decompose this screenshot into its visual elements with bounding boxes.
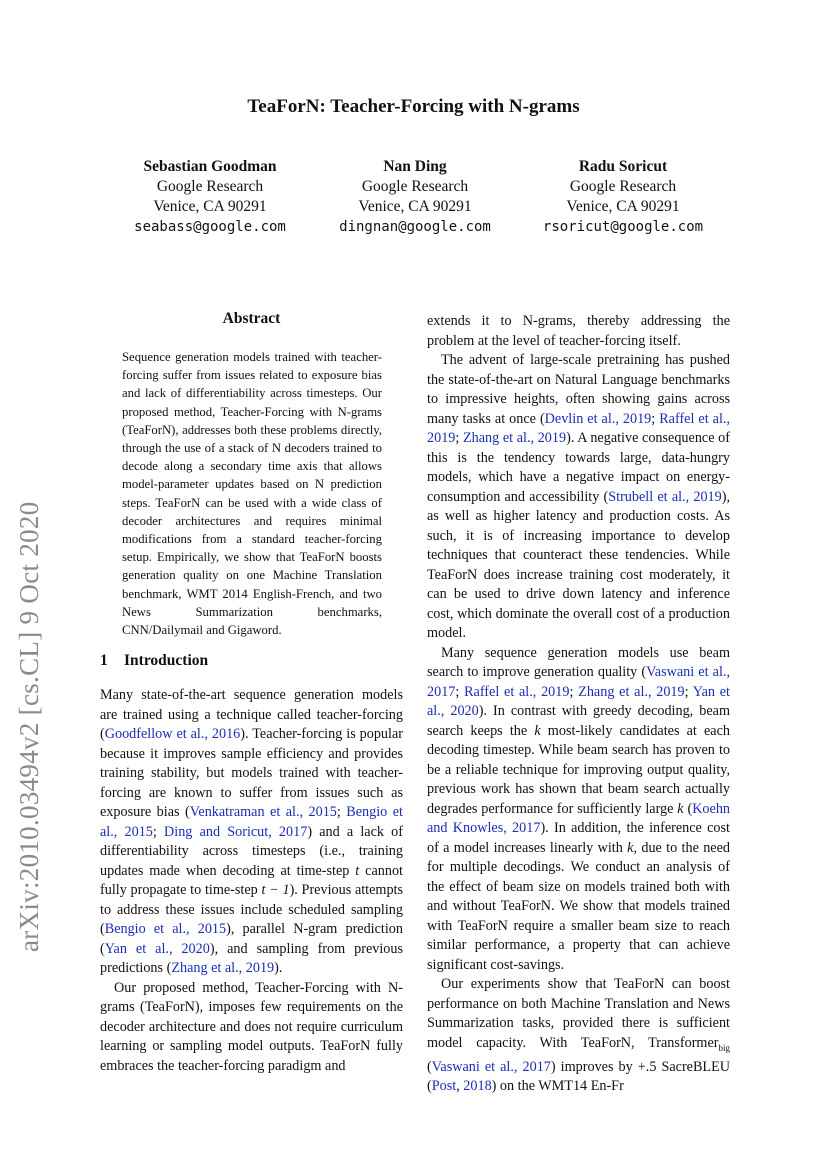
section-number: 1: [100, 652, 108, 669]
author-block-3: [530, 157, 716, 237]
citation-link[interactable]: Ding and Soricut, 2017: [164, 823, 308, 840]
author-email[interactable]: seabass@google.com: [134, 219, 286, 235]
math-expr: t − 1: [261, 882, 290, 898]
citation-link[interactable]: Yan et al., 2020: [427, 683, 730, 719]
author-affiliation: Google Research: [156, 178, 264, 195]
citation-link[interactable]: Venkatraman et al., 2015: [189, 804, 337, 820]
citation-link[interactable]: Bengio et al., 2015: [100, 804, 403, 840]
intro-paragraph-4: Many sequence generation models use beam search to improve generation quality (Vaswani et al., 2017; Raffel et al., 2019; Zhang et al., 2019; Yan et al., 2020). In contrast with greedy decoding, beam search keeps the k most-likely candidates at each decoding timestep. While beam search has proven to be a reliable technique for improving output quality, previous work has shown that beam search actually degrades performance for sufficiently large k (Koehn and Knowles, 2017). In addition, the inference cost of a model increases linearly with k, due to the need for multiple decodings. We conduct an analysis of the effect of beam size on models trained both with and without TeaForN. We show that models trained with TeaForN require a smaller beam size to reach similar performance, a property that can achieve significant cost-savings.: [427, 644, 731, 973]
arxiv-stamp: arXiv:2010.03494v2 [cs.CL] 9 Oct 2020: [14, 501, 44, 952]
math-var: t: [355, 862, 360, 879]
author-block-2: [325, 157, 505, 237]
left-column: [100, 686, 403, 1076]
section-title: Introduction: [124, 652, 209, 669]
section-heading: [100, 652, 208, 670]
citation-link[interactable]: Zhang et al., 2019: [578, 683, 685, 700]
author-email[interactable]: rsoricut@google.com: [542, 219, 704, 235]
subscript: big: [718, 1042, 730, 1053]
author-block-1: [125, 157, 295, 237]
author-location: Venice, CA 90291: [358, 198, 472, 215]
intro-paragraph-2: Our proposed method, Teacher-Forcing with N-grams (TeaForN), imposes few requirements on the decoder architecture and does not require curriculum learning or sampling model outputs. TeaForN fully embraces the teacher-forcing paradigm and: [100, 979, 403, 1074]
citation-link[interactable]: 2018: [463, 1078, 492, 1095]
paper-title: TeaForN: Teacher-Forcing with N-grams: [247, 96, 580, 117]
intro-paragraph-1: Many state-of-the-art sequence generation models are trained using a technique called teacher-forcing (Goodfellow et al., 2016). Teacher-forcing is popular because it improves sample efficiency and provides training stability, but models trained with teacher-forcing are known to suffer from issues such as exposure bias (Venkatraman et al., 2015; Bengio et al., 2015; Ding and Soricut, 2017) and a lack of differentiability across timesteps (i.e., training updates made when decoding at time-step t cannot fully propagate to time-step t − 1). Previous attempts to address these issues include scheduled sampling (Bengio et al., 2015), parallel N-gram prediction (Yan et al., 2020), and sampling from previous predictions (Zhang et al., 2019).: [100, 687, 404, 976]
author-name: Sebastian Goodman: [143, 158, 277, 175]
author-affiliation: Google Research: [569, 178, 677, 195]
right-column: [427, 312, 730, 1097]
author-email[interactable]: dingnan@google.com: [339, 219, 491, 235]
citation-link[interactable]: Vaswani et al., 2017: [431, 1058, 551, 1075]
intro-paragraph-2-cont: extends it to N-grams, thereby addressing the problem at the level of teacher-forcing itself.: [427, 313, 730, 349]
abstract-heading: Abstract: [222, 310, 281, 327]
citation-link[interactable]: Raffel et al., 2019: [427, 410, 730, 446]
citation-link[interactable]: Zhang et al., 2019: [462, 430, 567, 446]
author-name: Radu Soricut: [578, 158, 668, 175]
author-name: Nan Ding: [383, 158, 447, 175]
citation-link[interactable]: Zhang et al., 2019: [171, 960, 275, 976]
citation-link[interactable]: Devlin et al., 2019: [544, 410, 652, 427]
intro-paragraph-5: Our experiments show that TeaForN can boost performance on both Machine Translation and News Summarization tasks, provided there is sufficient model capacity. With TeaForN, Transformer$_{big}$ (Vaswani et al., 2017) improves by +.5 SacreBLEU (Post, 2018) on the WMT14 En-Fr: [427, 976, 731, 1095]
citation-link[interactable]: Strubell et al., 2019: [608, 488, 722, 505]
author-location: Venice, CA 90291: [153, 198, 267, 215]
citation-link[interactable]: Goodfellow et al., 2016: [104, 726, 241, 742]
author-location: Venice, CA 90291: [566, 198, 680, 215]
citation-link[interactable]: Bengio et al., 2015: [104, 921, 227, 937]
math-var: k: [534, 722, 541, 739]
citation-link[interactable]: Yan et al., 2020: [104, 940, 210, 957]
math-var: k: [627, 839, 634, 856]
author-affiliation: Google Research: [361, 178, 469, 195]
abstract-text: Sequence generation models trained with teacher-forcing suffer from issues related to exposure bias and lack of differentiability across timesteps. Our proposed method, Teacher-Forcing with N-grams (TeaForN), addresses both these problems directly, through the use of a stack of N decoders trained to decode along a secondary time axis that allows model-parameter updates based on N prediction steps. TeaForN can be used with a wide class of decoder architectures and requires minimal modifications from a standard teacher-forcing setup. Empirically, we show that TeaForN boosts generation quality on one Machine Translation benchmark, WMT 2014 English-French, and two News Summarization benchmarks, CNN/Dailymail and Gigaword.: [122, 350, 382, 638]
citation-link[interactable]: Raffel et al., 2019: [464, 683, 570, 700]
citation-link[interactable]: Post: [431, 1078, 457, 1095]
intro-paragraph-3: The advent of large-scale pretraining has pushed the state-of-the-art on Natural Language benchmarks to impressive heights, often showing gains across many tasks at once (Devlin et al., 2019; Raffel et al., 2019; Zhang et al., 2019). A negative consequence of this is the tendency towards large, data-hungry models, which have a negative impact on energy-consumption and accessibility (Strubell et al., 2019), as well as higher latency and production costs. As such, it is of increasing importance to develop techniques that counteract these tendencies. While TeaForN does increase training cost moderately, it can be used to drive down latency and inference cost, which dominate the overall cost of a production model.: [427, 352, 731, 641]
citation-link[interactable]: Koehn and Knowles, 2017: [427, 800, 731, 836]
math-var: k: [677, 800, 684, 817]
citation-link[interactable]: Vaswani et al., 2017: [427, 664, 730, 700]
